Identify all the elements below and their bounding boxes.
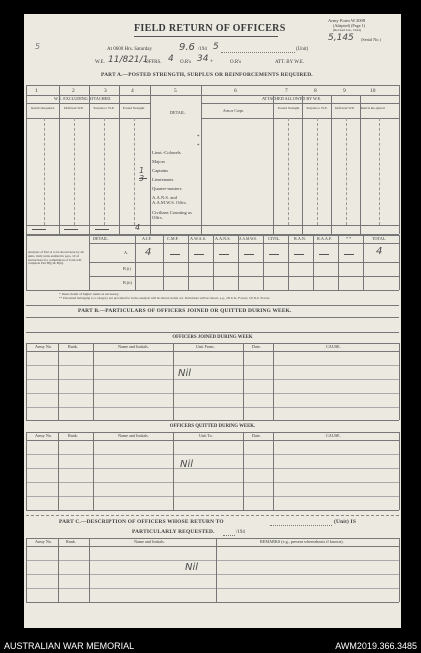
col-header-reints: Rein'ts Required. bbox=[31, 106, 55, 110]
col-number-4: 4 bbox=[131, 88, 134, 94]
ors-value: 34 bbox=[197, 54, 209, 64]
ors2-label: O.R's bbox=[230, 60, 242, 65]
analysis-col-aif: A.I.F. bbox=[142, 236, 152, 241]
part-c-col-name: Name and Initials. bbox=[134, 539, 165, 544]
part-b-title: PART B.—PARTICULARS OF OFFICERS JOINED OR QUITTED DURING WEEK. bbox=[78, 308, 292, 314]
footnote-1: * Insert detail of higher ranks as necessary. bbox=[59, 292, 120, 296]
part-c-col-rank: Rank. bbox=[66, 539, 76, 544]
quitted-entry-nil: Nil bbox=[180, 459, 194, 470]
joined-title: OFFICERS JOINED DURING WEEK bbox=[172, 335, 253, 340]
col-number-8: 8 bbox=[314, 88, 317, 94]
rank-majors: Majors bbox=[152, 159, 166, 164]
rank-lieutenants: Lieutenants bbox=[152, 177, 174, 182]
rank-aans: A.A.N.S. and A.A.M.W.S. Offrs. bbox=[152, 195, 187, 206]
col-number-10: 10 bbox=[370, 88, 376, 94]
analysis-row-a: A. bbox=[124, 250, 129, 255]
col-number-7: 7 bbox=[285, 88, 288, 94]
quitted-col-cause: CAUSE. bbox=[326, 433, 341, 438]
col-number-6: 6 bbox=[234, 88, 237, 94]
joined-col-date: Date. bbox=[252, 344, 261, 349]
col-header-surplus: Surplus to W.E. bbox=[93, 106, 115, 110]
analysis-col-aamws: A.A.M.W.S. bbox=[239, 237, 257, 241]
analysis-row-bii: B.(ii) bbox=[123, 280, 132, 285]
analysis-row-bi: B.(i) bbox=[123, 266, 131, 271]
archive-caption-right: AWM2019.366.3485 bbox=[335, 641, 417, 651]
analysis-detail-header: DETAIL. bbox=[93, 236, 109, 241]
margin-mark: 5 bbox=[35, 42, 41, 51]
quitted-title: OFFICERS QUITTED DURING WEEK. bbox=[169, 424, 256, 429]
unit-label: (Unit) bbox=[296, 47, 309, 52]
entry-lieutenants-2: 3 bbox=[139, 174, 145, 183]
form-ref-line2: (Adapted) (Page 1) bbox=[333, 23, 366, 28]
part-a-title: PART A.—POSTED STRENGTH, SURPLUS OR REINFORCEMENTS REQUIRED. bbox=[101, 72, 313, 78]
offrs-value: 4 bbox=[168, 54, 174, 64]
footnote-2: ** Personnel belonging to a category not provided for in the analysis will be shown in this col. Particulars will be shown, e.g., 2N U.K. Forces; 1N N.Z. Forces. bbox=[59, 296, 271, 300]
analysis-col-civil: CIVIL. bbox=[268, 236, 281, 241]
detail-header: DETAIL. bbox=[170, 110, 186, 115]
form-page bbox=[24, 14, 401, 628]
col-number-5: 5 bbox=[174, 88, 177, 94]
analysis-col-raaf: R.A.A.F. bbox=[317, 236, 333, 241]
analysis-note: Analysis of Part A to be shown here by all units. Only units entitled in para. 10 of instructions for compilation of form will complete Part B(i) & B(ii). bbox=[28, 250, 84, 266]
rank-quartermasters: Quarter-masters bbox=[152, 186, 182, 191]
analysis-col-ran: R.A.N. bbox=[294, 236, 306, 241]
group-header-right: ATTACHED ALLOWED BY W.E. bbox=[262, 96, 322, 101]
quitted-col-unit-to: Unit To. bbox=[199, 433, 213, 438]
col-number-1: 1 bbox=[35, 88, 38, 94]
analysis-col-other: * * bbox=[346, 236, 352, 241]
analysis-entry-aif: 4 bbox=[145, 247, 152, 258]
part-c-date-blank: /194 bbox=[236, 530, 245, 535]
joined-col-name: Name and Initials. bbox=[118, 344, 149, 349]
offrs-label: OFFRS. bbox=[145, 60, 162, 65]
part-c-col-army-no: Army No. bbox=[35, 539, 52, 544]
analysis-col-awas: A.W.A.S. bbox=[190, 236, 207, 241]
col-header-deficient: Deficient W.E. bbox=[63, 106, 85, 110]
col-header-arm: Arm or Corps. bbox=[223, 109, 244, 113]
col-number-9: 9 bbox=[343, 88, 346, 94]
part-c-col-remarks: REMARKS (e.g., present whereabouts if known). bbox=[260, 539, 344, 544]
analysis-entry-total: 4 bbox=[376, 246, 383, 257]
year-value: 5 bbox=[213, 42, 219, 52]
col-header-reints2: Rein'ts Re-quired. bbox=[360, 106, 386, 110]
serial-number-label: (Serial No.) bbox=[361, 37, 381, 42]
at-label: At 0600 Hrs. Saturday bbox=[107, 47, 152, 52]
col-header-posted2: Posted Strength. bbox=[277, 106, 301, 110]
serial-number-value: 5,145 bbox=[328, 33, 354, 43]
quitted-col-date: Date. bbox=[252, 433, 261, 438]
entry-lieutenants-1: 1 bbox=[139, 166, 145, 175]
quitted-col-army-no: Army No. bbox=[35, 433, 52, 438]
part-c-entry-nil: Nil bbox=[185, 562, 199, 573]
entry-posted-total: 4 bbox=[135, 223, 141, 232]
we-label: W.E. bbox=[95, 60, 105, 65]
rank-captains: Captains bbox=[152, 168, 169, 173]
col-number-3: 3 bbox=[104, 88, 107, 94]
quitted-col-name: Name and Initials. bbox=[118, 433, 149, 438]
asterisk-mark: * bbox=[197, 144, 200, 149]
joined-col-rank: Rank. bbox=[68, 344, 78, 349]
col-header-surplus2: Surplus to W.E. bbox=[306, 106, 328, 110]
quitted-col-rank: Rank. bbox=[68, 433, 78, 438]
col-number-2: 2 bbox=[72, 88, 75, 94]
analysis-col-cmf: C.M.F. bbox=[167, 236, 179, 241]
group-header-left: W.E. EXCLUDING ATTACHED. bbox=[54, 96, 112, 101]
analysis-col-aans: A.A.N.S. bbox=[215, 236, 231, 241]
asterisk-mark: * bbox=[197, 135, 200, 140]
year-prefix: /194 bbox=[198, 47, 207, 52]
joined-col-unit-from: Unit From. bbox=[196, 344, 215, 349]
rank-civilians: Civilians Counting as Offrs. bbox=[152, 210, 192, 221]
plus-sign: + bbox=[210, 59, 214, 65]
we-value: 11/821/1 bbox=[108, 55, 149, 65]
joined-entry-nil: Nil bbox=[178, 368, 192, 379]
part-c-title-a: PART C.—DESCRIPTION OF OFFICERS WHOSE RETURN TO bbox=[59, 519, 224, 525]
form-ref-line1: Army Form W.3008 bbox=[328, 18, 366, 23]
analysis-col-total: TOTAL. bbox=[372, 236, 387, 241]
form-title: FIELD RETURN OF OFFICERS bbox=[134, 23, 286, 34]
att-label: ATT. BY W.E. bbox=[275, 60, 305, 65]
part-c-title-c: PARTICULARLY REQUESTED. bbox=[132, 529, 215, 535]
archive-caption-left: AUSTRALIAN WAR MEMORIAL bbox=[4, 641, 135, 651]
col-header-deficient2: Deficient W.E. bbox=[334, 106, 356, 110]
joined-col-cause: CAUSE. bbox=[326, 344, 341, 349]
ors-label: O.R's bbox=[180, 60, 192, 65]
rank-lieut-colonels: Lieut.-Colonels bbox=[152, 150, 181, 155]
date-value: 9.6 bbox=[179, 42, 195, 53]
joined-col-army-no: Army No. bbox=[35, 344, 52, 349]
col-header-posted: Posted Strength. bbox=[122, 106, 146, 110]
part-c-title-b: (Unit) IS bbox=[334, 519, 357, 525]
form-ref-line3: (Revised Jan., 1944) bbox=[333, 28, 361, 32]
